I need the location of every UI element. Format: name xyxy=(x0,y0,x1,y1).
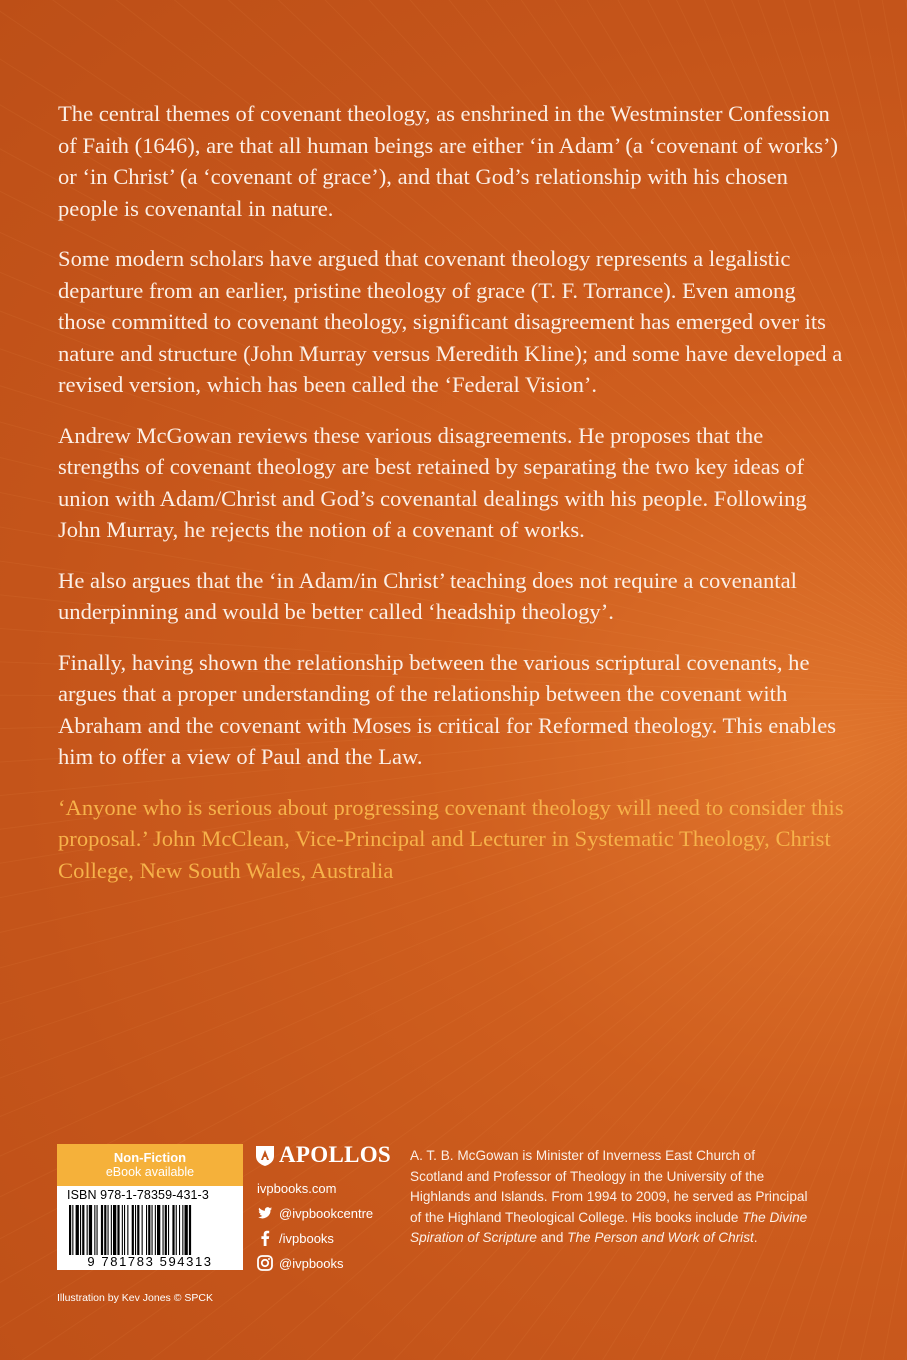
bio-book-title-2: The Person and Work of Christ xyxy=(567,1230,754,1245)
barcode-bar xyxy=(155,1205,156,1255)
decorative-ray xyxy=(850,0,907,700)
barcode-bar xyxy=(182,1205,183,1255)
barcode xyxy=(67,1205,233,1255)
bio-text-1: A. T. B. McGowan is Minister of Inverness East Church of Scotland and Professor of Theology in the University of the Highlands and Islands. From 1994 to 2009, he served as Principal of the Highland Theological College. His books include xyxy=(410,1148,808,1225)
barcode-bar xyxy=(80,1205,81,1255)
instagram-icon xyxy=(257,1255,273,1271)
barcode-bar xyxy=(117,1205,119,1255)
barcode-bar xyxy=(135,1205,136,1255)
twitter-label: @ivpbookcentre xyxy=(279,1205,374,1221)
category-band xyxy=(57,1144,243,1186)
bio-text-3: . xyxy=(753,1230,758,1245)
category-label: Non-Fiction xyxy=(113,1150,187,1165)
publisher-block xyxy=(255,1142,395,1271)
barcode-bar xyxy=(101,1205,103,1255)
barcode-bar xyxy=(82,1205,84,1255)
cover-footer xyxy=(0,1140,907,1360)
barcode-bar xyxy=(165,1205,167,1255)
barcode-bar xyxy=(108,1205,109,1255)
barcode-bar xyxy=(185,1205,188,1255)
blurb-paragraph-5: Finally, having shown the relationship between the various scriptural covenants, he argues that a proper understanding of the relationship between the covenant with Abraham and the covenant with Moses is critical for Reformed theology. This enables him to offer a view of Paul and the Law. xyxy=(58,649,837,769)
barcode-digits: 9 781783 594313 xyxy=(87,1254,213,1269)
instagram-handle[interactable] xyxy=(257,1255,395,1271)
illustration-credit: Illustration by Kev Jones © SPCK xyxy=(57,1292,213,1304)
barcode-bar xyxy=(111,1205,112,1255)
publisher-logo xyxy=(255,1142,395,1168)
barcode-bar xyxy=(152,1205,153,1255)
blurb-paragraph-2: Some modern scholars have argued that covenant theology represents a legalistic departure from an earlier, pristine theology of grace (T. F. Torrance). Even among those committed to covenant theology, significant disagreement has emerged over its nature and structure (John Murray versus Meredith Kline); and some have developed a revised version, which has been called the ‘Federal Vision’. xyxy=(58,246,843,397)
barcode-bar xyxy=(132,1205,134,1255)
barcode-bar xyxy=(97,1205,98,1255)
barcode-bar xyxy=(148,1205,150,1255)
barcode-bar xyxy=(89,1205,92,1255)
facebook-label: /ivpbooks xyxy=(279,1230,334,1246)
isbn-label-box xyxy=(57,1144,243,1270)
barcode-bar xyxy=(69,1205,71,1255)
barcode-bar xyxy=(113,1205,116,1255)
endorsement-quote: ‘Anyone who is serious about progressing covenant theology will need to consider this proposal.’ John McClean, Vice-Principal and Lecturer in Systematic Theology, Christ College, New South Wales, Australia xyxy=(58,794,844,883)
publisher-name: APOLLOS xyxy=(279,1142,392,1167)
barcode-bar xyxy=(104,1205,106,1255)
barcode-bar xyxy=(179,1205,180,1255)
blurb-paragraph-1: The central themes of covenant theology, as enshrined in the Westminster Confession of Faith (1646), are that all human beings are either ‘in Adam’ (a ‘covenant of works’) or ‘in Christ’ (a ‘covenant of grace’), and that God’s relationship with his chosen people is covenantal in nature. xyxy=(58,101,839,221)
apollos-logo-icon xyxy=(255,1143,275,1167)
barcode-bar xyxy=(163,1205,164,1255)
barcode-bar xyxy=(146,1205,147,1255)
barcode-bar xyxy=(122,1205,123,1255)
ebook-note: eBook available xyxy=(105,1165,195,1179)
twitter-handle[interactable] xyxy=(257,1205,395,1221)
blurb-paragraph-3: Andrew McGowan reviews these various disagreements. He proposes that the strengths of covenant theology are best retained by separating the two key ideas of union with Adam/Christ and God’s covenantal dealings with his people. Following John Murray, he rejects the notion of a covenant of works. xyxy=(58,422,807,542)
barcode-bar xyxy=(72,1205,73,1255)
bio-book-title-1: The Divine Spiration of Scripture xyxy=(410,1209,808,1245)
barcode-bar xyxy=(137,1205,139,1255)
barcode-bar xyxy=(189,1205,191,1255)
isbn-number: ISBN 978-1-78359-431-3 xyxy=(67,1188,209,1202)
instagram-label: @ivpbooks xyxy=(279,1255,344,1271)
barcode-bar xyxy=(76,1205,79,1255)
barcode-bar xyxy=(168,1205,169,1255)
barcode-bar xyxy=(176,1205,177,1255)
twitter-icon xyxy=(257,1205,273,1221)
bio-text-2: and xyxy=(536,1230,568,1245)
barcode-bar xyxy=(127,1205,128,1255)
barcode-bar xyxy=(157,1205,160,1255)
blurb-paragraph-4: He also argues that the ‘in Adam/in Christ’ teaching does not require a covenantal underpinning and would be better called ‘headship theology’. xyxy=(58,567,797,624)
publisher-website[interactable]: ivpbooks.com xyxy=(257,1181,337,1196)
facebook-handle[interactable] xyxy=(257,1230,395,1246)
author-bio xyxy=(410,1146,810,1249)
barcode-bar xyxy=(142,1205,143,1255)
blurb-text xyxy=(58,98,848,905)
barcode-bar xyxy=(87,1205,88,1255)
barcode-bar xyxy=(172,1205,174,1255)
facebook-icon xyxy=(257,1230,273,1246)
barcode-bar xyxy=(94,1205,95,1255)
barcode-bar xyxy=(124,1205,125,1255)
